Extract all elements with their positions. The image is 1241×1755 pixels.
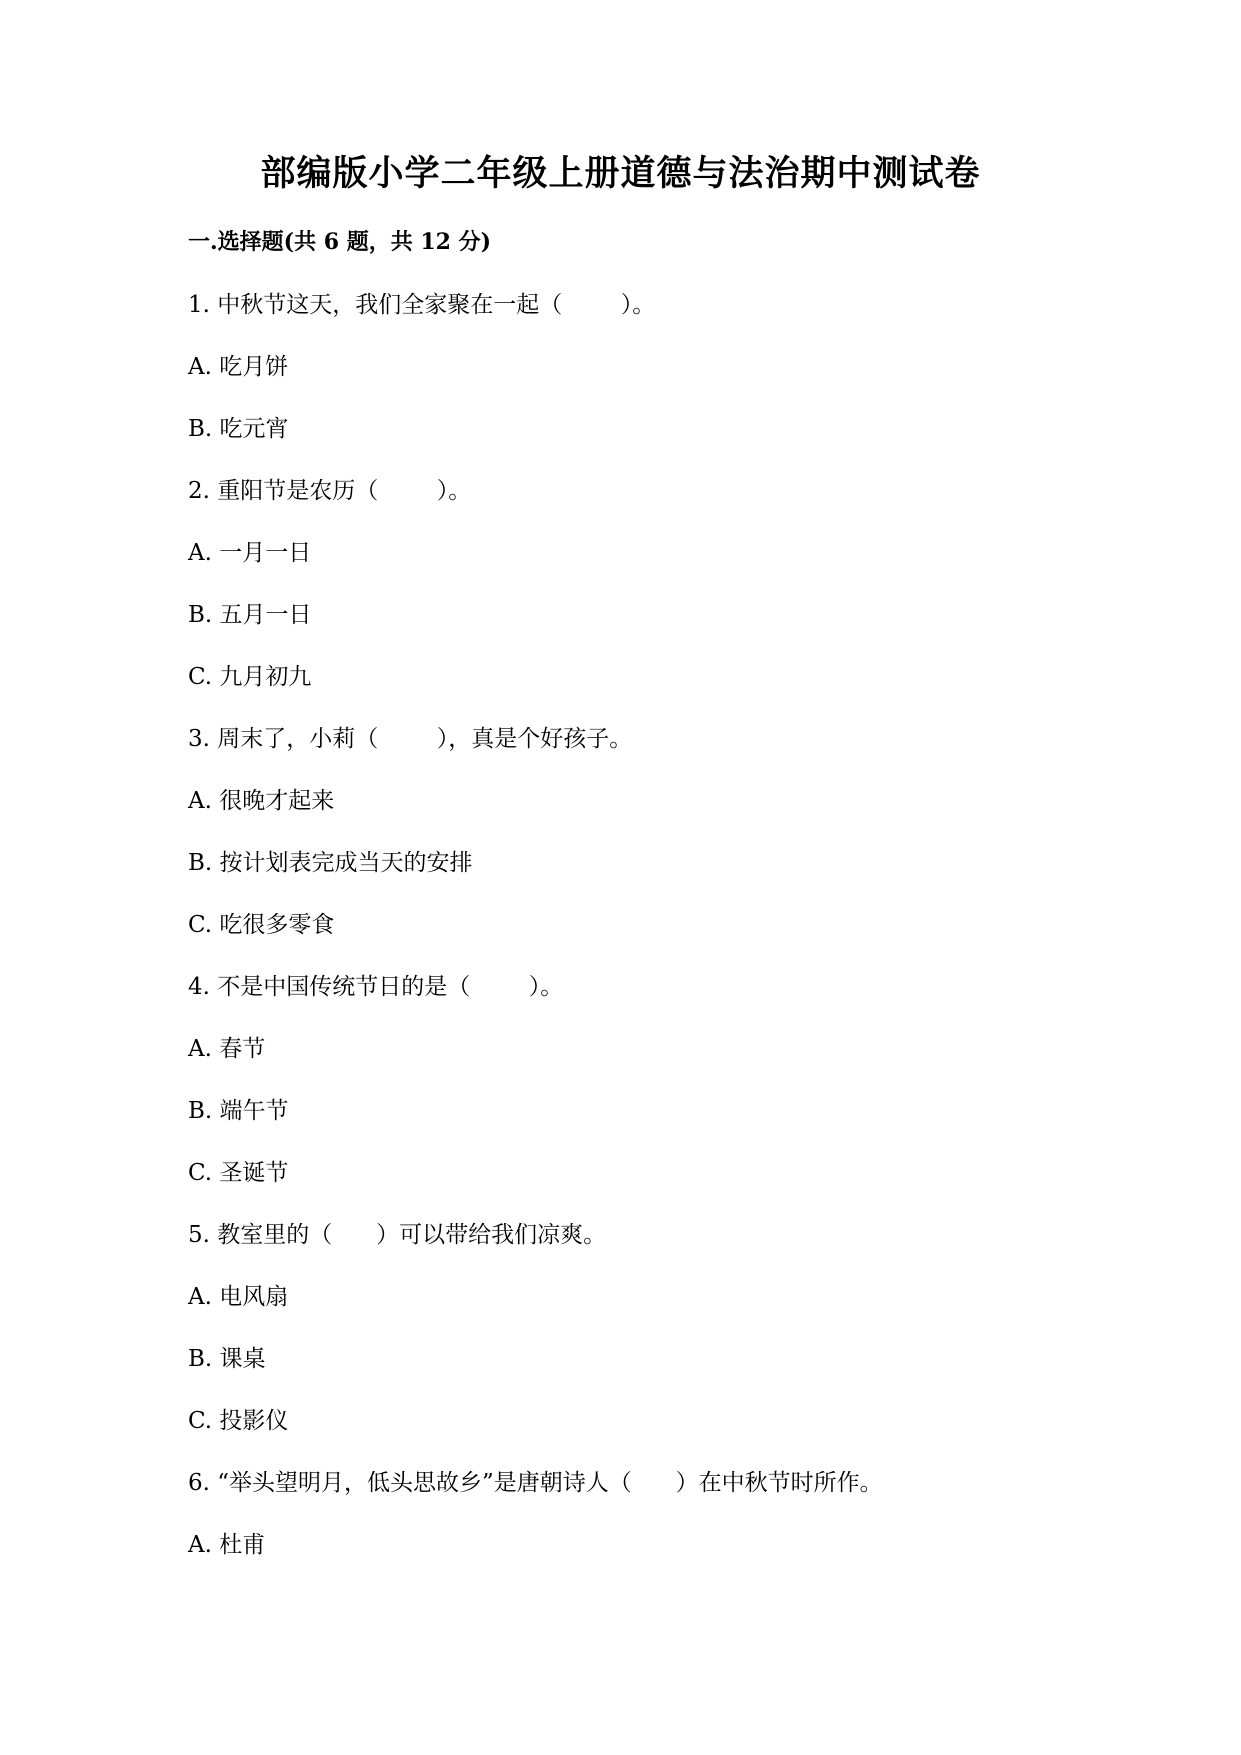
q3-option-b: B. 按计划表完成当天的安排: [188, 850, 473, 876]
q1-option-b: B. 吃元宵: [188, 416, 289, 442]
q4-option-a: A. 春节: [188, 1036, 266, 1062]
q1-option-a: A. 吃月饼: [188, 354, 289, 380]
q2-option-a: A. 一月一日: [188, 540, 312, 566]
q5-option-a: A. 电风扇: [188, 1284, 289, 1310]
question-2: 2. 重阳节是农历（ ）。: [188, 478, 472, 504]
q5-option-c: C. 投影仪: [188, 1408, 289, 1434]
q5-option-b: B. 课桌: [188, 1346, 266, 1372]
q2-option-c: C. 九月初九: [188, 664, 312, 690]
q4-option-b: B. 端午节: [188, 1098, 289, 1124]
question-6: 6. “举头望明月，低头思故乡”是唐朝诗人（ ）在中秋节时所作。: [188, 1470, 883, 1496]
section-heading: 一.选择题(共 6 题，共 12 分): [188, 229, 492, 255]
page-title: 部编版小学二年级上册道德与法治期中测试卷: [260, 153, 981, 194]
q6-option-a: A. 杜甫: [188, 1532, 266, 1558]
question-1: 1. 中秋节这天，我们全家聚在一起（ ）。: [188, 292, 656, 318]
q2-option-b: B. 五月一日: [188, 602, 312, 628]
q3-option-c: C. 吃很多零食: [188, 912, 335, 938]
question-4: 4. 不是中国传统节日的是（ ）。: [188, 974, 564, 1000]
question-5: 5. 教室里的（ ）可以带给我们凉爽。: [188, 1222, 607, 1248]
question-3: 3. 周末了，小莉（ ），真是个好孩子。: [188, 726, 633, 752]
q3-option-a: A. 很晚才起来: [188, 788, 335, 814]
q4-option-c: C. 圣诞节: [188, 1160, 289, 1186]
